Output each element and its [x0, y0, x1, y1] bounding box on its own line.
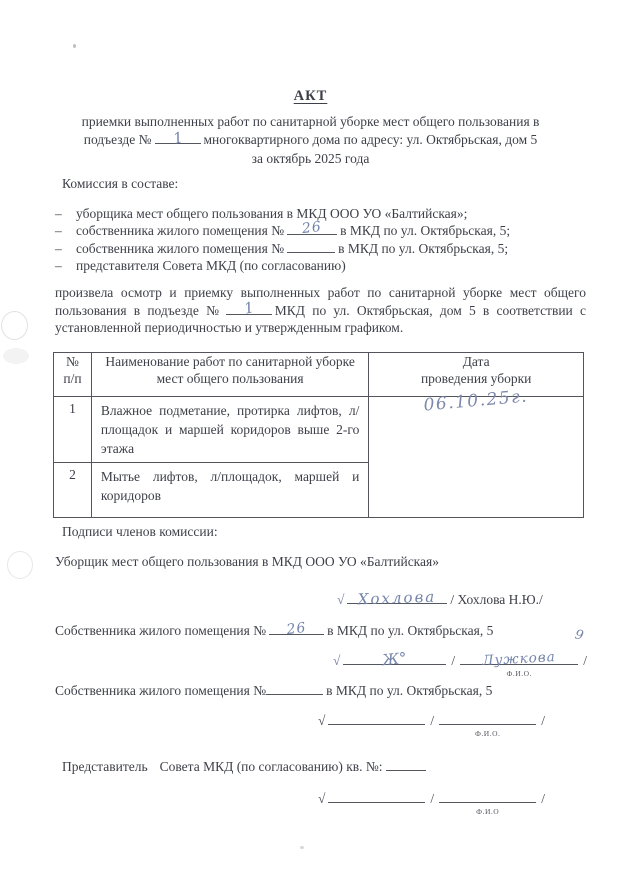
- representative-signature-label: [62, 759, 429, 775]
- member-text-pre: собственника жилого помещения №: [76, 223, 285, 239]
- body-paragraph-post: МКД по ул. Октябрьская, дом 5 в соответствии с установленной периодичностью и утвержденным графиком.: [55, 302, 586, 335]
- member-item-owner-1: [55, 218, 589, 239]
- header-cell-work: Наименование работ по санитарной уборке мест общего пользования: [91, 353, 368, 397]
- intro-paragraph: [40, 113, 581, 168]
- intro-line-1: приемки выполненных работ по санитарной уборке мест общего пользования в: [81, 114, 540, 129]
- intro-line-3: за октябрь 2025 года: [251, 150, 370, 166]
- owner2-name-blank: [439, 713, 536, 738]
- body-paragraph: [55, 284, 586, 337]
- cleaning-date-handwritten: 06.10.25г.: [422, 386, 529, 416]
- table-row: [54, 397, 584, 463]
- bullet-dash: –: [55, 240, 62, 256]
- slash-separator: /: [451, 653, 456, 668]
- owner1-signature-label: [55, 619, 494, 639]
- scan-speck: [300, 846, 304, 849]
- owner1-signature-line: [333, 648, 589, 678]
- member-item-owner-2: [55, 240, 589, 257]
- owner1-signature-handwritten: Ж°: [381, 648, 408, 670]
- member-text: [76, 218, 511, 239]
- stray-pen-mark: 9: [573, 627, 585, 644]
- cleaner-signature-blank: [347, 587, 447, 609]
- bullet-dash: –: [55, 258, 62, 274]
- slash-separator: /: [430, 713, 435, 728]
- header-date-line2: проведения уборки: [420, 371, 532, 386]
- fio-caption: Ф.И.О: [476, 807, 500, 816]
- slash-separator: /: [430, 791, 435, 806]
- representative-signature-line: [318, 791, 547, 816]
- slash-separator: /: [583, 653, 587, 668]
- entrance-number-handwritten-2: 1: [242, 298, 256, 318]
- owner1-label-pre: Собственника жилого помещения №: [55, 623, 267, 638]
- fio-caption: Ф.И.О.: [474, 729, 501, 738]
- hole-punch-mark: [7, 551, 33, 579]
- owner1-name-handwritten: Лужкова: [482, 649, 557, 669]
- scan-smudge: [3, 348, 29, 364]
- entrance-number-handwritten: 1: [171, 128, 185, 148]
- bullet-dash: –: [55, 223, 62, 239]
- member-item-representative: [55, 257, 589, 274]
- tick-mark: √: [337, 592, 345, 607]
- entrance-number-blank: [155, 128, 201, 148]
- row-work-cell: Влажное подметание, протирка лифтов, л/площадок и маршей коридоров выше 2-го этажа: [91, 397, 368, 463]
- scan-speck: [73, 44, 76, 48]
- cleaner-signature-handwritten: Хохлова: [357, 587, 437, 609]
- header-number-line2: п/п: [63, 371, 82, 386]
- date-cell: [369, 386, 584, 518]
- owner2-signature-line: [318, 713, 547, 738]
- commission-heading: Комиссия в составе:: [62, 176, 179, 191]
- member-text-pre: собственника жилого помещения №: [76, 240, 285, 256]
- owner1-name-blank: [460, 649, 578, 678]
- owner2-signature-blank: [328, 713, 425, 725]
- header-number-line1: №: [66, 354, 79, 369]
- apartment-number-handwritten: 26: [301, 218, 323, 238]
- representative-name-blank: [439, 791, 536, 816]
- representative-label-1: Представитель: [62, 759, 148, 774]
- member-text-post: в МКД по ул. Октябрьская, 5;: [340, 223, 511, 239]
- slash-separator: /: [541, 791, 545, 806]
- representative-label-2: Совета МКД (по согласованию) кв. №:: [159, 759, 383, 774]
- apartment-number-blank-empty: [287, 241, 335, 253]
- owner1-label-post: в МКД по ул. Октябрьская, 5: [327, 623, 494, 638]
- owner1-apartment-handwritten: 26: [285, 619, 308, 639]
- commission-members-list: [55, 205, 589, 275]
- intro-line-2-pre: подъезде №: [83, 132, 152, 148]
- representative-apartment-blank: [386, 759, 426, 771]
- body-paragraph-pre: произвела осмотр и приемку выполненных работ по санитарной уборке мест общего пользования в подъезде №: [55, 285, 586, 318]
- member-text: [76, 240, 508, 257]
- owner2-apartment-blank: [266, 683, 323, 695]
- tick-mark: √: [318, 713, 326, 728]
- document-title: [0, 88, 621, 105]
- owner1-apartment-blank: [269, 619, 324, 639]
- owner2-label-post: в МКД по ул. Октябрьская, 5: [326, 683, 493, 698]
- row-number-cell: 2: [54, 463, 92, 518]
- slash-separator: /: [541, 713, 545, 728]
- header-date-line1: Дата: [462, 354, 490, 369]
- member-text-post: в МКД по ул. Октябрьская, 5;: [338, 240, 509, 256]
- header-cell-number: [54, 353, 92, 397]
- representative-signature-blank: [328, 791, 425, 803]
- member-text: представителя Совета МКД (по согласованию): [76, 258, 346, 274]
- bullet-dash: –: [55, 206, 62, 221]
- apartment-number-blank: [287, 218, 337, 238]
- row-number-cell: 1: [54, 397, 92, 463]
- tick-mark: √: [333, 653, 341, 668]
- member-text: уборщика мест общего пользования в МКД ООО УО «Балтийская»;: [76, 206, 468, 221]
- hole-punch-mark: [1, 311, 28, 340]
- signatures-heading: Подписи членов комиссии:: [62, 524, 218, 539]
- document-title-text: АКТ: [293, 88, 328, 104]
- owner2-label-pre: Собственника жилого помещения №: [55, 683, 267, 698]
- entrance-number-blank-2: [226, 298, 272, 318]
- owner2-signature-label: [55, 683, 492, 699]
- cleaner-name-typed: / Хохлова Н.Ю./: [450, 592, 543, 607]
- cleaner-signature-label: Уборщик мест общего пользования в МКД ООО УО «Балтийская»: [55, 554, 439, 569]
- tick-mark: √: [318, 791, 326, 806]
- cleaner-signature-line: [337, 587, 543, 609]
- works-table: [53, 352, 584, 518]
- intro-line-2-post: многоквартирного дома по адресу: ул. Октябрьская, дом 5: [203, 132, 538, 148]
- row-work-cell: Мытье лифтов, л/площадок, маршей и коридоров: [91, 463, 368, 518]
- fio-caption: Ф.И.О.: [506, 669, 532, 678]
- owner1-signature-blank: [343, 648, 446, 670]
